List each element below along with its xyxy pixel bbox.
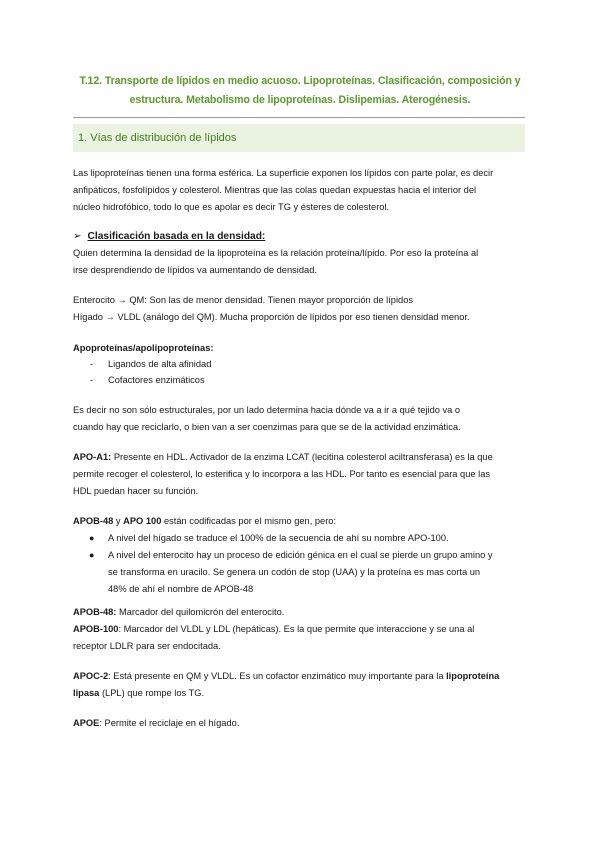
density-line-1: Quien determina la densidad de la lipoproteína es la relación proteína/lípido. Por eso la proteína al [73,248,479,258]
arrow-bullet-icon: ➢ [73,231,82,242]
apob48-line [73,604,528,621]
apoc2-bold-2: lipasa [73,688,100,698]
intro-line-2: anfipáticos, fosfolípidos y colesterol. Mientras que las colas quedan expuestas hacia el interior del [73,185,477,195]
higado-line: Hígado → VLDL (análogo del QM). Mucha proporción de lípidos por eso tienen densidad menor. [73,312,470,322]
apob48-label: APOB-48 [73,516,114,526]
apoc2-label: APOC-2 [73,671,109,681]
apoproteins-heading: Apoproteínas/apolipoproteínas: [73,343,214,353]
apoa1-line-3: HDL puedan hacer su función. [73,486,199,496]
apoe-text: : Permite el reciclaje en el hígado. [99,718,240,728]
apoa1-line-1 [73,449,528,466]
title-divider [73,117,525,118]
apoproteins-para-line-1: Es decir no son sólo estructurales, por un lado determina hacia dónde va a ir a qué tejido va o [73,405,461,415]
apob-intro-rest: están codificadas por el mismo gen, pero: [161,516,337,526]
apob-bullet-2-line-1: A nivel del enterocito hay un proceso de edición génica en el cual se pierde un grupo amino y [108,550,493,560]
apob100-label: APOB-100 [73,624,119,634]
apob-bullet-1: A nivel del hígado se traduce el 100% de la secuencia de ahí su nombre APO-100. [108,533,449,543]
dash-bullet: - [90,375,94,385]
apoa1-line-2: permite recoger el colesterol, lo esterifica y lo incorpora a las HDL. Por tanto es esencial para que las [73,469,491,479]
apob100-line-1 [73,621,528,638]
page-title [60,72,540,110]
apoe-label: APOE [73,718,100,728]
title-line-1: T.12. Transporte de lípidos en medio acuoso. Lipoproteínas. Clasificación, composición y [79,75,521,87]
enterocito-line: Enterocito → QM: Son las de menor densidad. Tienen mayor proporción de lípidos [73,295,414,305]
apob-bullet-2-line-2: se transforma en uracilo. Se genera un codón de stop (UAA) y la proteína es mas corta un [108,567,481,577]
bullet-dot-icon: ● [89,550,95,560]
apoc2-line-1 [73,668,528,685]
density-heading-text: Clasificación basada en la densidad: [87,231,266,242]
apoa1-label: APO-A1: [73,452,112,462]
apob-connector: y [113,516,124,526]
apob-bullet-2-line-3: 48% de ahí el nombre de APOB-48 [108,584,254,594]
apoproteins-item-2: Cofactores enzimáticos [108,375,205,385]
apoc2-text-1: : Está presente en QM y VLDL. Es un cofactor enzimático muy importante para la [108,671,447,681]
intro-line-3: núcleo hidrofóbico, todo lo que es apolar es decir TG y ésteres de colesterol. [73,202,390,212]
apob48-def-label: APOB-48: [73,607,117,617]
apob-intro-line [73,513,528,530]
apoproteins-para-line-2: cuando hay que reciclarlo, o bien van a ser coenzimas para que se de la actividad enzimática. [73,422,461,432]
apob48-def-text: Marcador del quilomicrón del enterocito. [116,607,285,617]
apoe-line [73,715,528,732]
apob100-line-2: receptor LDLR para ser endocitada. [73,641,221,651]
density-line-2: irse desprendiendo de lípidos va aumentando de densidad. [73,265,317,275]
apoproteins-item-1: Ligandos de alta afinidad [108,359,212,369]
section-title: 1. Vías de distribución de lípidos [78,132,237,144]
apoa1-text-1: Presente en HDL. Activador de la enzima LCAT (lecitina colesterol aciltransferasa) es la que [111,452,493,462]
apo100-label: APO 100 [123,516,162,526]
intro-line-1: Las lipoproteínas tienen una forma esférica. La superficie exponen los lípidos con parte polar, es decir [73,168,494,178]
dash-bullet: - [90,359,94,369]
apoc2-text-2: (LPL) que rompe los TG. [99,688,205,698]
density-heading [73,229,265,245]
apoc2-line-2 [73,685,528,702]
apob100-text-1: : Marcador del VLDL y LDL (hepáticas). Es la que permite que interaccione y se una al [118,624,475,634]
bullet-dot-icon: ● [89,533,95,543]
apoc2-bold-1: lipoproteína [446,671,500,681]
title-line-2: estructura. Metabolismo de lipoproteínas. Dislipemias. Aterogénesis. [129,94,471,106]
